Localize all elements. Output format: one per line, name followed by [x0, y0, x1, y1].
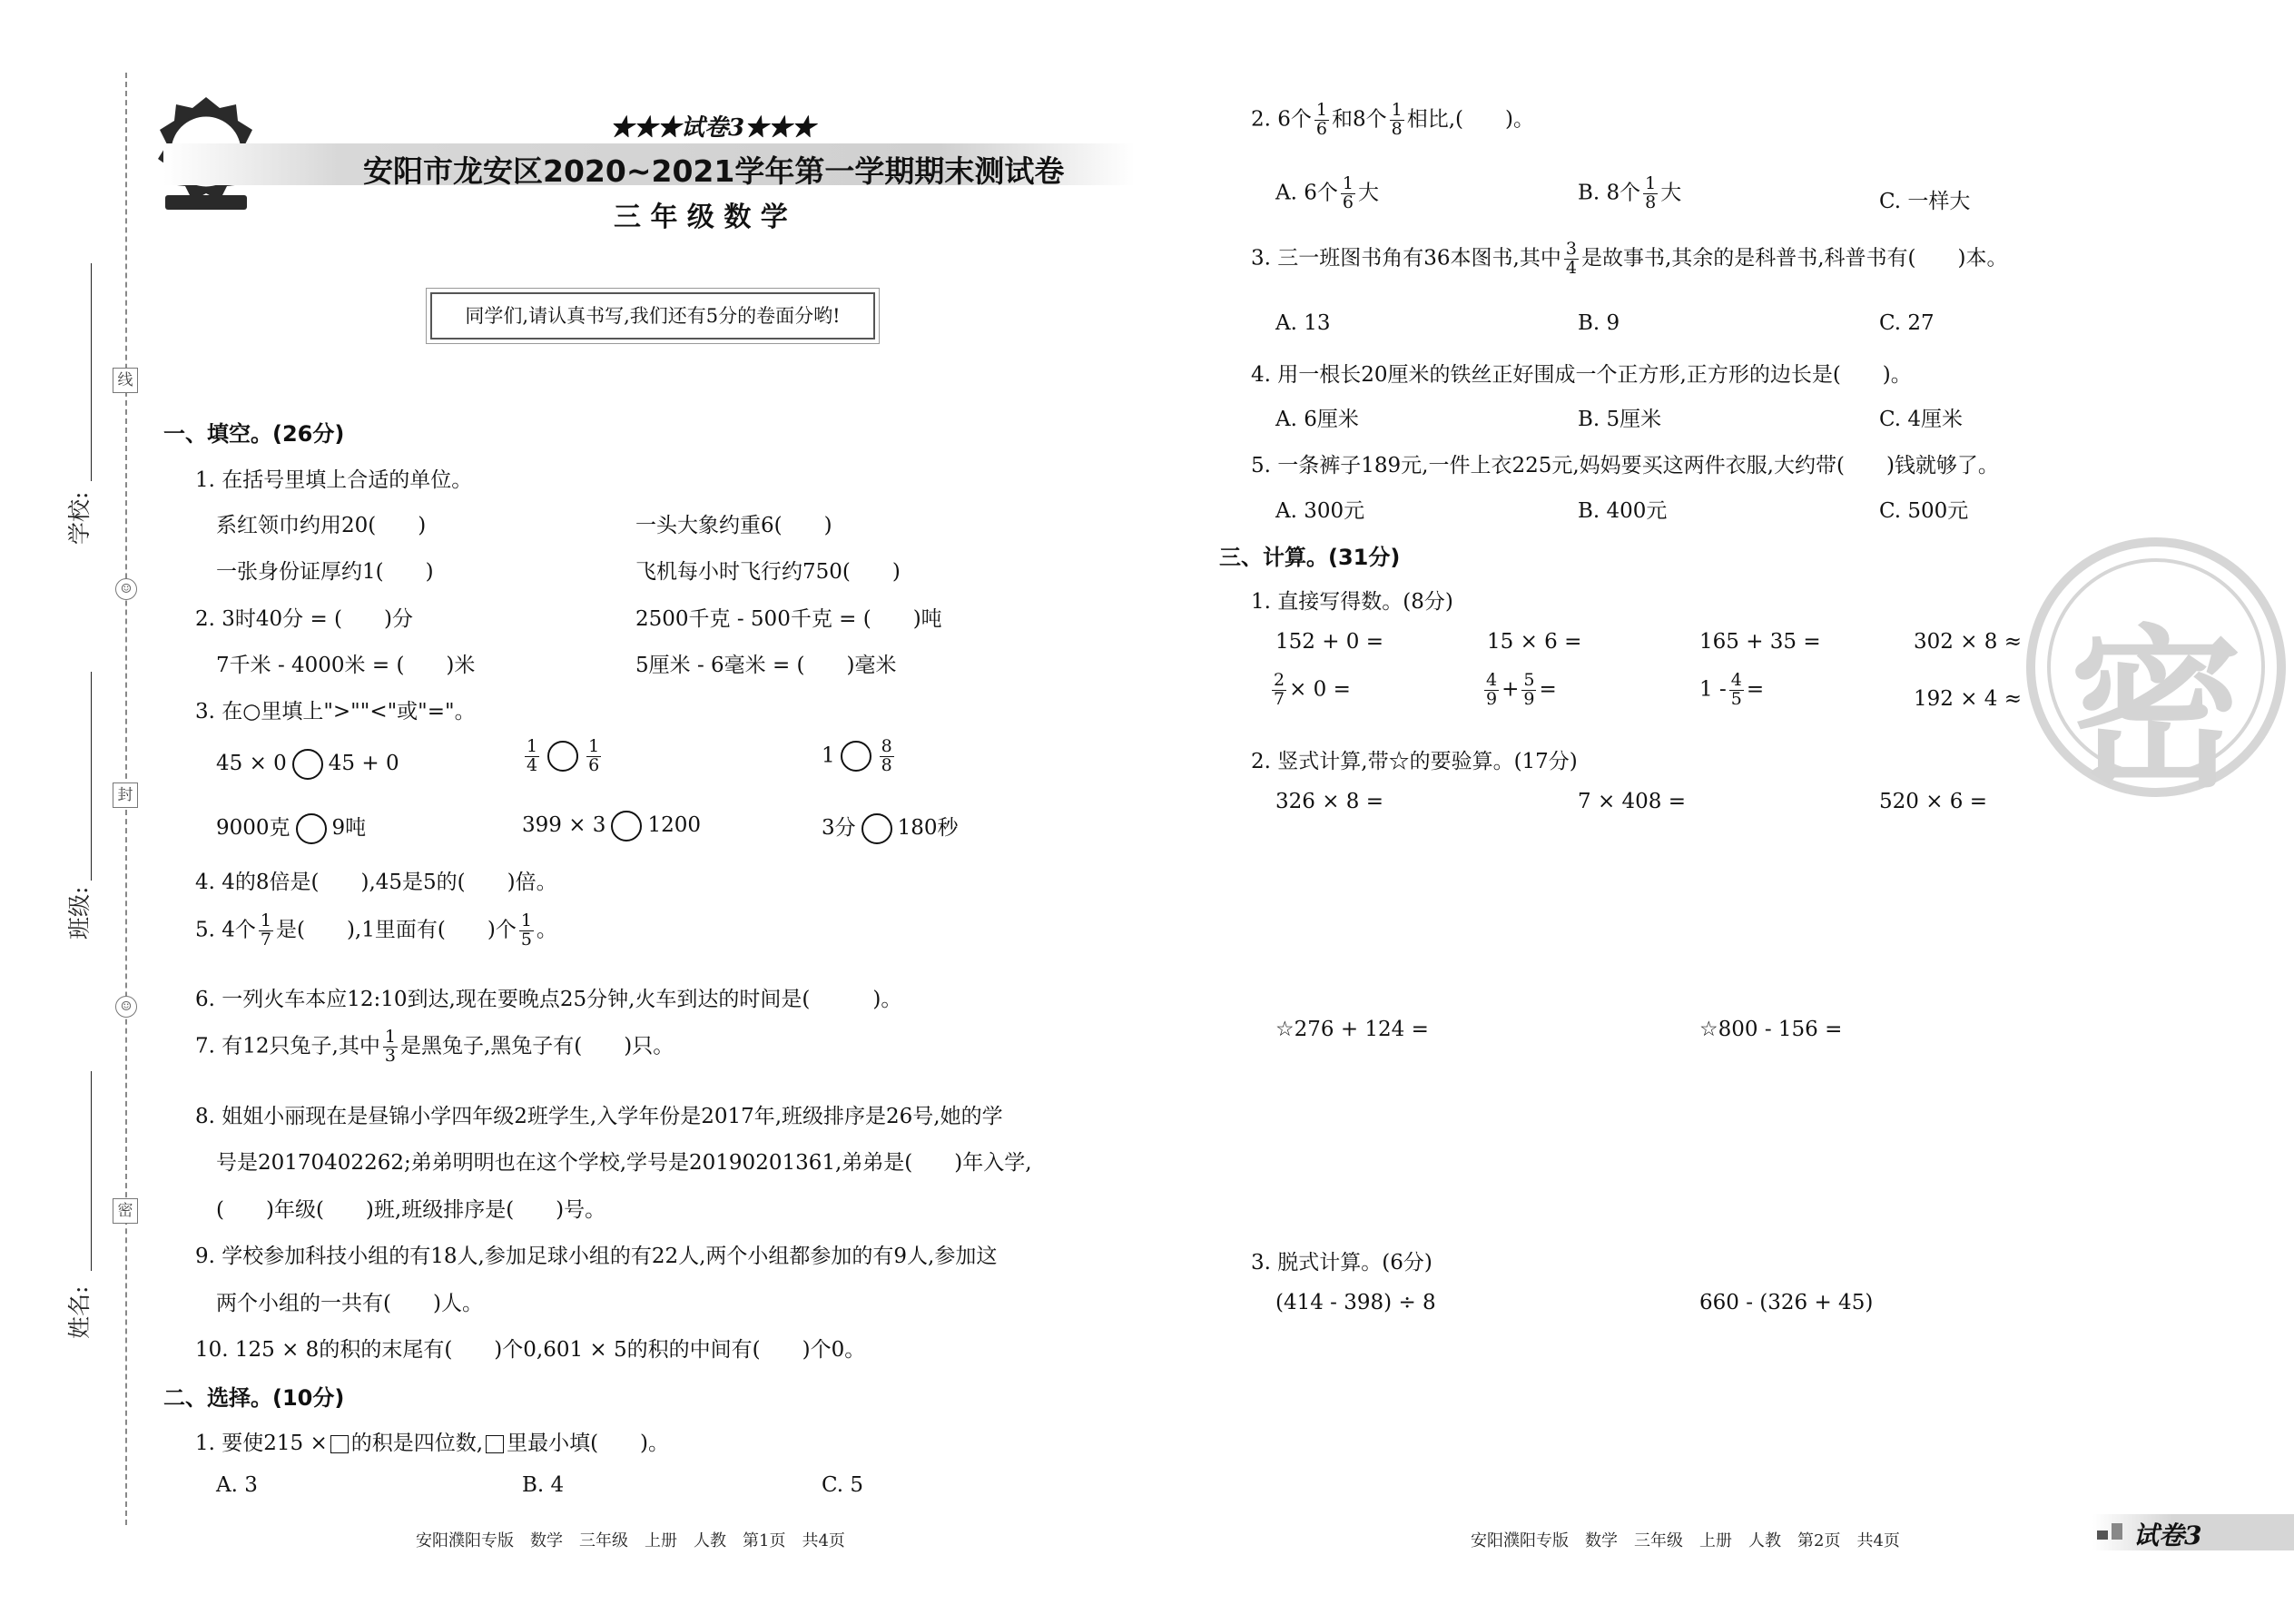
question-text: 3. 三一班图书角有36本图书,其中 $\frac{3}{4}$ 是故事书,其余的是科普书,科普书有( )本。: [1251, 239, 2008, 278]
question-text: 1. 要使215 × 的积是四位数, 里最小填( )。: [195, 1432, 670, 1455]
question-text: 5. 一条裤子189元,一件上衣225元,妈妈要买这两件衣服,大约带( )钱就够了。: [1251, 454, 1999, 477]
knot-icon: ☺: [115, 996, 137, 1018]
calc-item: 520 × 6 =: [1879, 790, 1988, 813]
calc-item: 165 + 35 =: [1699, 630, 1821, 654]
question-text: 7千米 - 4000米 = ( )米: [216, 654, 476, 677]
question-text: 飞机每小时飞行约750( ): [635, 560, 901, 584]
question-text: 1. 直接写得数。(8分): [1251, 590, 1453, 614]
page-title: 安阳市龙安区2020~2021学年第一学期期末测试卷: [363, 153, 1065, 189]
compare-circle[interactable]: [296, 813, 327, 844]
question-text: 2. 3时40分 = ( )分: [195, 607, 413, 631]
compare-circle[interactable]: [547, 741, 578, 772]
binding-mark-line: 线: [113, 368, 138, 393]
calc-item: ☆800 - 156 =: [1699, 1018, 1843, 1041]
option[interactable]: C. 一样大: [1879, 190, 1971, 213]
option[interactable]: A. 6个 $\frac{1}{6}$ 大: [1275, 173, 1379, 212]
question-text: 5. 4个 $\frac{1}{7}$ 是( ),1里面有( )个 $\frac{1}{5}$ 。: [195, 910, 557, 950]
section-heading: 一、填空。(26分): [163, 421, 345, 447]
page-subtitle: 三 年 级 数 学: [614, 202, 788, 233]
footer-right: 安阳濮阳专版 数学 三年级 上册 人教 第2页 共4页: [1471, 1531, 1900, 1550]
blank-square[interactable]: [330, 1435, 349, 1453]
option[interactable]: B. 8个 $\frac{1}{8}$ 大: [1578, 173, 1682, 212]
question-text: 2. 6个 $\frac{1}{6}$ 和8个 $\frac{1}{8}$ 相比,( )。: [1251, 100, 1534, 139]
option[interactable]: A. 6厘米: [1275, 408, 1359, 431]
question-text: 5厘米 - 6毫米 = ( )毫米: [635, 654, 897, 677]
footer-square-icon: [2112, 1523, 2122, 1540]
option[interactable]: B. 400元: [1578, 499, 1668, 523]
compare-circle[interactable]: [292, 749, 323, 780]
question-text: 7. 有12只兔子,其中 $\frac{1}{3}$ 是黑兔子,黑兔子有( )只。: [195, 1027, 674, 1066]
calc-item: 192 × 4 ≈: [1914, 687, 2023, 711]
name-line: [91, 1071, 92, 1271]
option[interactable]: C. 4厘米: [1879, 408, 1964, 431]
question-text: 9. 学校参加科技小组的有18人,参加足球小组的有22人,两个小组都参加的有9人,参加这: [195, 1245, 998, 1268]
question-text: 一张身份证厚约1( ): [216, 560, 434, 584]
question-text: 4. 4的8倍是( ),45是5的( )倍。: [195, 871, 557, 894]
option[interactable]: C. 27: [1879, 311, 1935, 335]
compare-circle[interactable]: [611, 811, 642, 842]
footer-tag: 试卷3: [2133, 1521, 2202, 1550]
question-text: 2. 竖式计算,带☆的要验算。(17分): [1251, 750, 1578, 773]
question-text: ( )年级( )班,班级排序是( )号。: [216, 1198, 606, 1222]
question-text: 3. 在○里填上">""<"或"="。: [195, 700, 476, 723]
secret-watermark: [2024, 536, 2288, 811]
question-text: 10. 125 × 8的积的末尾有( )个0,601 × 5的积的中间有( )个0。: [195, 1338, 866, 1362]
option[interactable]: B. 5厘米: [1578, 408, 1662, 431]
class-label: 班级:: [66, 886, 93, 940]
compare-circle[interactable]: [861, 813, 892, 844]
calc-item: $\frac{4}{9}$ + $\frac{5}{9}$ =: [1486, 670, 1557, 709]
name-label: 姓名:: [66, 1285, 93, 1339]
calc-item: (414 - 398) ÷ 8: [1275, 1291, 1436, 1314]
school-label: 学校:: [66, 491, 93, 545]
option[interactable]: B. 4: [522, 1473, 565, 1497]
question-text: 系红领巾约用20( ): [216, 514, 427, 537]
calc-item: 152 + 0 =: [1275, 630, 1384, 654]
blank-square[interactable]: [486, 1435, 504, 1453]
option[interactable]: A. 300元: [1275, 499, 1365, 523]
question-text: 号是20170402262;弟弟明明也在这个学校,学号是20190201361,弟弟是( )年入学,: [216, 1151, 1032, 1175]
question-text: 两个小组的一共有( )人。: [216, 1292, 483, 1315]
compare-item: 399 × 3 1200: [522, 811, 701, 842]
compare-item: 3分 180秒: [822, 811, 959, 844]
calc-item: 326 × 8 =: [1275, 790, 1384, 813]
school-line: [91, 263, 92, 481]
compare-item: $\frac{1}{4}$ $\frac{1}{6}$: [527, 736, 600, 775]
question-text: 2500千克 - 500千克 = ( )吨: [635, 607, 942, 631]
calc-item: $\frac{2}{7}$ × 0 =: [1274, 670, 1351, 709]
watermark-char: 密: [2070, 610, 2243, 811]
option[interactable]: B. 9: [1578, 311, 1620, 335]
calc-item: 15 × 6 =: [1487, 630, 1582, 654]
question-text: 8. 姐姐小丽现在是昼锦小学四年级2班学生,入学年份是2017年,班级排序是26号,她的学: [195, 1105, 1003, 1128]
section-heading: 三、计算。(31分): [1219, 545, 1401, 570]
compare-circle[interactable]: [841, 741, 871, 772]
binding-mark-secret: 密: [113, 1198, 138, 1224]
calc-item: 302 × 8 ≈: [1914, 630, 2023, 654]
option[interactable]: A. 3: [216, 1473, 258, 1497]
class-line: [91, 672, 92, 881]
option[interactable]: A. 13: [1275, 311, 1331, 335]
question-text: 6. 一列火车本应12:10到达,现在要晚点25分钟,火车到达的时间是( )。: [195, 988, 902, 1011]
calc-item: 660 - (326 + 45): [1699, 1291, 1874, 1314]
notice-box: 同学们,请认真书写,我们还有5分的卷面分哟!: [430, 292, 875, 340]
question-text: 4. 用一根长20厘米的铁丝正好围成一个正方形,正方形的边长是( )。: [1251, 363, 1912, 387]
compare-item: 1 $\frac{8}{8}$: [822, 736, 892, 775]
section-heading: 二、选择。(10分): [163, 1385, 345, 1411]
knot-icon: ☺: [115, 578, 137, 600]
calc-item: ☆276 + 124 =: [1275, 1018, 1429, 1041]
question-text: 一头大象约重6( ): [635, 514, 832, 537]
paper-badge: ★★★试卷3★★★: [610, 114, 816, 142]
footer-square-icon: [2097, 1530, 2108, 1540]
calc-item: 7 × 408 =: [1578, 790, 1687, 813]
calc-item: 1 - $\frac{4}{5}$ =: [1699, 670, 1765, 709]
footer-left: 安阳濮阳专版 数学 三年级 上册 人教 第1页 共4页: [416, 1531, 845, 1550]
option[interactable]: C. 5: [822, 1473, 864, 1497]
binding-mark-seal: 封: [113, 782, 138, 808]
question-text: 3. 脱式计算。(6分): [1251, 1251, 1433, 1275]
compare-item: 45 × 0 45 + 0: [216, 749, 399, 780]
option[interactable]: C. 500元: [1879, 499, 1969, 523]
compare-item: 9000克 9吨: [216, 811, 366, 844]
question-text: 1. 在括号里填上合适的单位。: [195, 468, 473, 492]
